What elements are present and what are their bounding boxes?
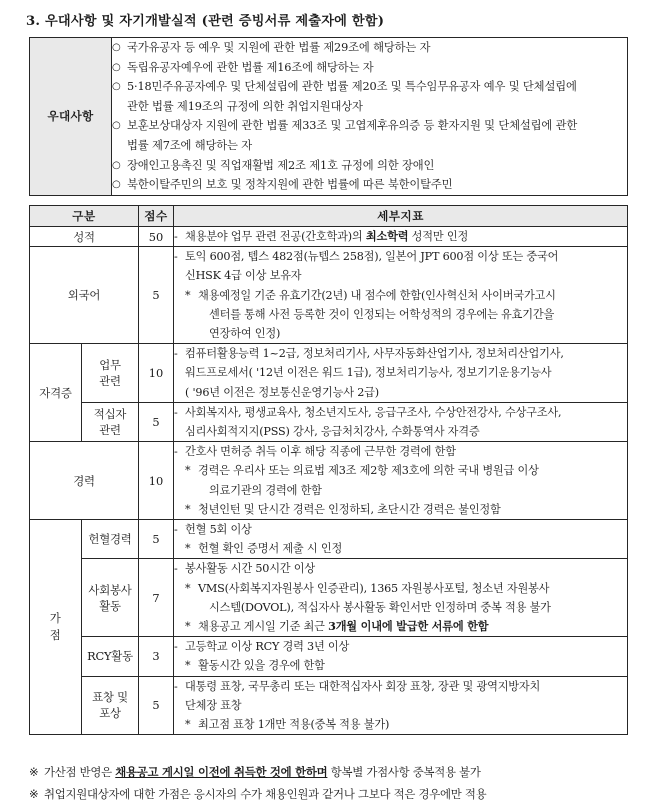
subcategory-line: 포상 bbox=[99, 706, 121, 721]
circle-bullet-icon: ○ bbox=[112, 179, 121, 191]
detail-line bbox=[174, 442, 627, 461]
asterisk-mark-icon: * bbox=[185, 620, 191, 634]
subcategory-line: 사회봉사 bbox=[88, 582, 132, 597]
column-header-detail: 세부지표 bbox=[174, 206, 628, 227]
dash-mark-icon: - bbox=[174, 640, 178, 654]
detail-line bbox=[174, 539, 627, 558]
detail-text: 토익 600점, 텝스 482점(뉴텝스 258점), 일본어 JPT 600점 이상 또는 중국어 신HSK 4급 이상 보유자 bbox=[185, 250, 559, 283]
score-certificate-work: 10 bbox=[139, 344, 174, 403]
page-title: 3. 우대사항 및 자기개발실적 (관련 증빙서류 제출자에 한함) bbox=[26, 14, 385, 29]
table-row-certificate-redcross bbox=[30, 402, 628, 441]
detail-line bbox=[174, 520, 627, 539]
preference-item-text: 장애인고용촉진 및 직업재활법 제2조 제1호 규정에 의한 장애인 bbox=[127, 158, 435, 172]
detail-line bbox=[174, 227, 627, 246]
dash-mark-icon: - bbox=[174, 405, 178, 419]
subcategory-line: 표창 및 bbox=[92, 690, 128, 705]
dash-mark-icon: - bbox=[174, 562, 178, 576]
detail-line bbox=[174, 247, 627, 285]
score-rcy: 3 bbox=[139, 637, 174, 676]
list-item bbox=[112, 58, 627, 78]
footnote-item bbox=[29, 761, 629, 783]
detail-text: VMS(사회복지자원봉사 인증관리), 1365 자원봉사포털, 청소년 자원봉사 시스템(DOVOL), 적십자사 봉사활동 확인서만 인정하며 중복 적용 불가 bbox=[198, 581, 551, 614]
detail-line bbox=[174, 559, 627, 578]
footnote-item bbox=[29, 783, 629, 805]
detail-text: 컴퓨터활용능력 1~2급, 정보처리기사, 사무자동화산업기사, 정보처리산업기사, 워드프로세서( '12년 이전은 워드 1급), 정보처리기능사, 정보기기운용기능사 ( '96년 이전은 정보통신운영기능사 2급) bbox=[185, 347, 564, 399]
dash-mark-icon: - bbox=[174, 679, 178, 693]
category-bonus bbox=[30, 520, 82, 735]
detail-text: 헌혈 5회 이상 bbox=[185, 523, 252, 537]
preference-item-text bbox=[127, 116, 627, 155]
preference-body-cell bbox=[112, 38, 628, 196]
list-item bbox=[112, 77, 627, 116]
preference-table bbox=[29, 37, 628, 196]
detail-text: 사회복지사, 평생교육사, 청소년지도사, 응급구조사, 수상안전강사, 수상구조사, 심리사회적지지(PSS) 강사, 응급처치강사, 수화통역사 자격증 bbox=[185, 405, 562, 439]
category-certificate: 자격증 bbox=[30, 344, 82, 442]
subcategory-line: 업무 bbox=[99, 358, 121, 373]
detail-line bbox=[174, 617, 627, 636]
footnote-text: 취업지원대상자에 대한 가점은 응시자의 수가 채용인원과 같거나 그보다 적은 경우에만 적용 bbox=[44, 787, 487, 801]
table-row-grades bbox=[30, 227, 628, 247]
circle-bullet-icon: ○ bbox=[112, 159, 121, 171]
detail-text: 채용예정일 기준 유효기간(2년) 내 점수에 한함(인사혁신처 사이버국가고시 센터를 통해 사전 등록한 것이 인정되는 어학성적의 경우에는 유효기간을 연장하여 인정) bbox=[198, 288, 556, 341]
table-row-foreign-language bbox=[30, 247, 628, 344]
category-foreign-language: 외국어 bbox=[30, 247, 139, 344]
subcategory-red-cross-related bbox=[82, 402, 139, 441]
table-header-row bbox=[30, 206, 628, 227]
detail-line bbox=[174, 403, 627, 441]
category-career: 경력 bbox=[30, 442, 139, 520]
detail-text: 헌혈 확인 증명서 제출 시 인정 bbox=[198, 542, 343, 556]
reference-mark-icon: ※ bbox=[29, 787, 39, 801]
detail-text: 경력은 우리사 또는 의료법 제3조 제2항 제3호에 의한 국내 병원급 이상 의료기관의 경력에 한함 bbox=[198, 464, 539, 497]
detail-line bbox=[174, 286, 627, 344]
table-row-career bbox=[30, 442, 628, 520]
asterisk-mark-icon: * bbox=[185, 718, 191, 732]
score-foreign-language: 5 bbox=[139, 247, 174, 344]
table-row-bonus-blood-donation bbox=[30, 520, 628, 559]
detail-text: 청년인턴 및 단시간 경력은 인정하되, 초단시간 경력은 불인정함 bbox=[198, 502, 501, 516]
asterisk-mark-icon: * bbox=[185, 288, 191, 302]
table-row-bonus-rcy bbox=[30, 637, 628, 676]
subcategory-award bbox=[82, 676, 139, 735]
footnotes bbox=[29, 761, 629, 805]
list-item bbox=[112, 156, 627, 176]
detail-line bbox=[174, 656, 627, 675]
detail-award bbox=[174, 676, 628, 735]
asterisk-mark-icon: * bbox=[185, 502, 191, 516]
preference-item-line: 보훈보상대상자 지원에 관한 법률 제33조 및 고엽제후유의증 등 환자지원 및 단체설립에 관한 bbox=[127, 119, 578, 133]
detail-text: 채용분야 업무 관련 전공(간호학과)의 최소학력 성적만 인정 bbox=[185, 229, 469, 243]
dash-mark-icon: - bbox=[174, 445, 178, 459]
dash-mark-icon: - bbox=[174, 250, 178, 264]
asterisk-mark-icon: * bbox=[185, 464, 191, 478]
circle-bullet-icon: ○ bbox=[112, 42, 121, 53]
asterisk-mark-icon: * bbox=[185, 581, 191, 595]
subcategory-line: 활동 bbox=[99, 598, 121, 613]
detail-blood-donation bbox=[174, 520, 628, 559]
table-row-bonus-award bbox=[30, 676, 628, 735]
score-certificate-redcross: 5 bbox=[139, 402, 174, 441]
list-item bbox=[112, 38, 627, 58]
circle-bullet-icon: ○ bbox=[112, 81, 121, 93]
preference-label-cell: 우대사항 bbox=[30, 38, 112, 196]
subcategory-blood-donation: 헌혈경력 bbox=[82, 520, 139, 559]
category-char: 가 bbox=[49, 611, 62, 626]
detail-text: 간호사 면허증 취득 이후 해당 직종에 근무한 경력에 한함 bbox=[185, 445, 456, 459]
detail-line bbox=[174, 461, 627, 499]
score-career: 10 bbox=[139, 442, 174, 520]
detail-rcy bbox=[174, 637, 628, 676]
detail-certificate-redcross bbox=[174, 402, 628, 441]
subcategory-line: 관련 bbox=[99, 374, 121, 389]
preference-item-text: 독립유공자예우에 관한 법률 제16조에 해당하는 자 bbox=[127, 60, 374, 74]
reference-mark-icon: ※ bbox=[29, 765, 39, 779]
detail-text: 최고점 표창 1개만 적용(중복 적용 불가) bbox=[198, 718, 390, 732]
detail-foreign-language bbox=[174, 247, 628, 344]
table-row bbox=[30, 38, 628, 196]
preference-item-line: 관한 법률 제19조의 규정에 의한 취업지원대상자 bbox=[127, 99, 363, 113]
score-criteria-table bbox=[29, 205, 628, 735]
circle-bullet-icon: ○ bbox=[112, 61, 121, 73]
subcategory-volunteer bbox=[82, 559, 139, 637]
detail-certificate-work bbox=[174, 344, 628, 403]
table-row-certificate-work bbox=[30, 344, 628, 403]
detail-line bbox=[174, 637, 627, 656]
detail-line bbox=[174, 579, 627, 617]
detail-line bbox=[174, 715, 627, 734]
detail-grades bbox=[174, 227, 628, 247]
preference-item-line: 법률 제7조에 해당하는 자 bbox=[127, 138, 252, 152]
subcategory-rcy: RCY활동 bbox=[82, 637, 139, 676]
list-item bbox=[112, 175, 627, 195]
detail-text: 고등학교 이상 RCY 경력 3년 이상 bbox=[185, 640, 350, 654]
detail-volunteer bbox=[174, 559, 628, 637]
score-award: 5 bbox=[139, 676, 174, 735]
list-item bbox=[112, 116, 627, 155]
dash-mark-icon: - bbox=[174, 347, 178, 361]
preference-item-text: 국가유공자 등 예우 및 지원에 관한 법률 제29조에 해당하는 자 bbox=[127, 41, 431, 54]
column-header-category: 구분 bbox=[30, 206, 139, 227]
detail-career bbox=[174, 442, 628, 520]
detail-line bbox=[174, 344, 627, 402]
preference-item-text bbox=[127, 77, 627, 116]
table-row-bonus-volunteer bbox=[30, 559, 628, 637]
detail-text: 대통령 표창, 국무총리 또는 대한적십자사 회장 표창, 장관 및 광역지방자치 단체장 표창 bbox=[185, 679, 541, 712]
detail-line bbox=[174, 677, 627, 715]
detail-text: 활동시간 있을 경우에 한함 bbox=[198, 659, 325, 673]
dash-mark-icon: - bbox=[174, 523, 178, 537]
subcategory-line: 관련 bbox=[99, 423, 121, 438]
preference-item-text: 북한이탈주민의 보호 및 정착지원에 관한 법률에 따른 북한이탈주민 bbox=[127, 178, 453, 192]
circle-bullet-icon: ○ bbox=[112, 120, 121, 132]
category-char: 점 bbox=[49, 628, 62, 643]
category-grades: 성적 bbox=[30, 227, 139, 247]
subcategory-line: 적십자 bbox=[93, 407, 127, 422]
score-blood-donation: 5 bbox=[139, 520, 174, 559]
dash-mark-icon: - bbox=[174, 230, 178, 243]
column-header-score: 점수 bbox=[139, 206, 174, 227]
footnote-text: 가산점 반영은 채용공고 게시일 이전에 취득한 것에 한하며 항복별 가점사항 중복적용 불가 bbox=[44, 765, 481, 779]
score-volunteer: 7 bbox=[139, 559, 174, 637]
detail-line bbox=[174, 500, 627, 519]
detail-text: 채용공고 게시일 기준 최근 3개월 이내에 발급한 서류에 한함 bbox=[198, 619, 489, 634]
score-grades: 50 bbox=[139, 227, 174, 247]
subcategory-work-related bbox=[82, 344, 139, 403]
asterisk-mark-icon: * bbox=[185, 542, 191, 556]
preference-item-line: 5·18민주유공자예우 및 단체설립에 관한 법률 제20조 및 특수임무유공자 예우 및 단체설립에 bbox=[127, 80, 577, 94]
asterisk-mark-icon: * bbox=[185, 659, 191, 673]
detail-text: 봉사활동 시간 50시간 이상 bbox=[185, 562, 315, 576]
